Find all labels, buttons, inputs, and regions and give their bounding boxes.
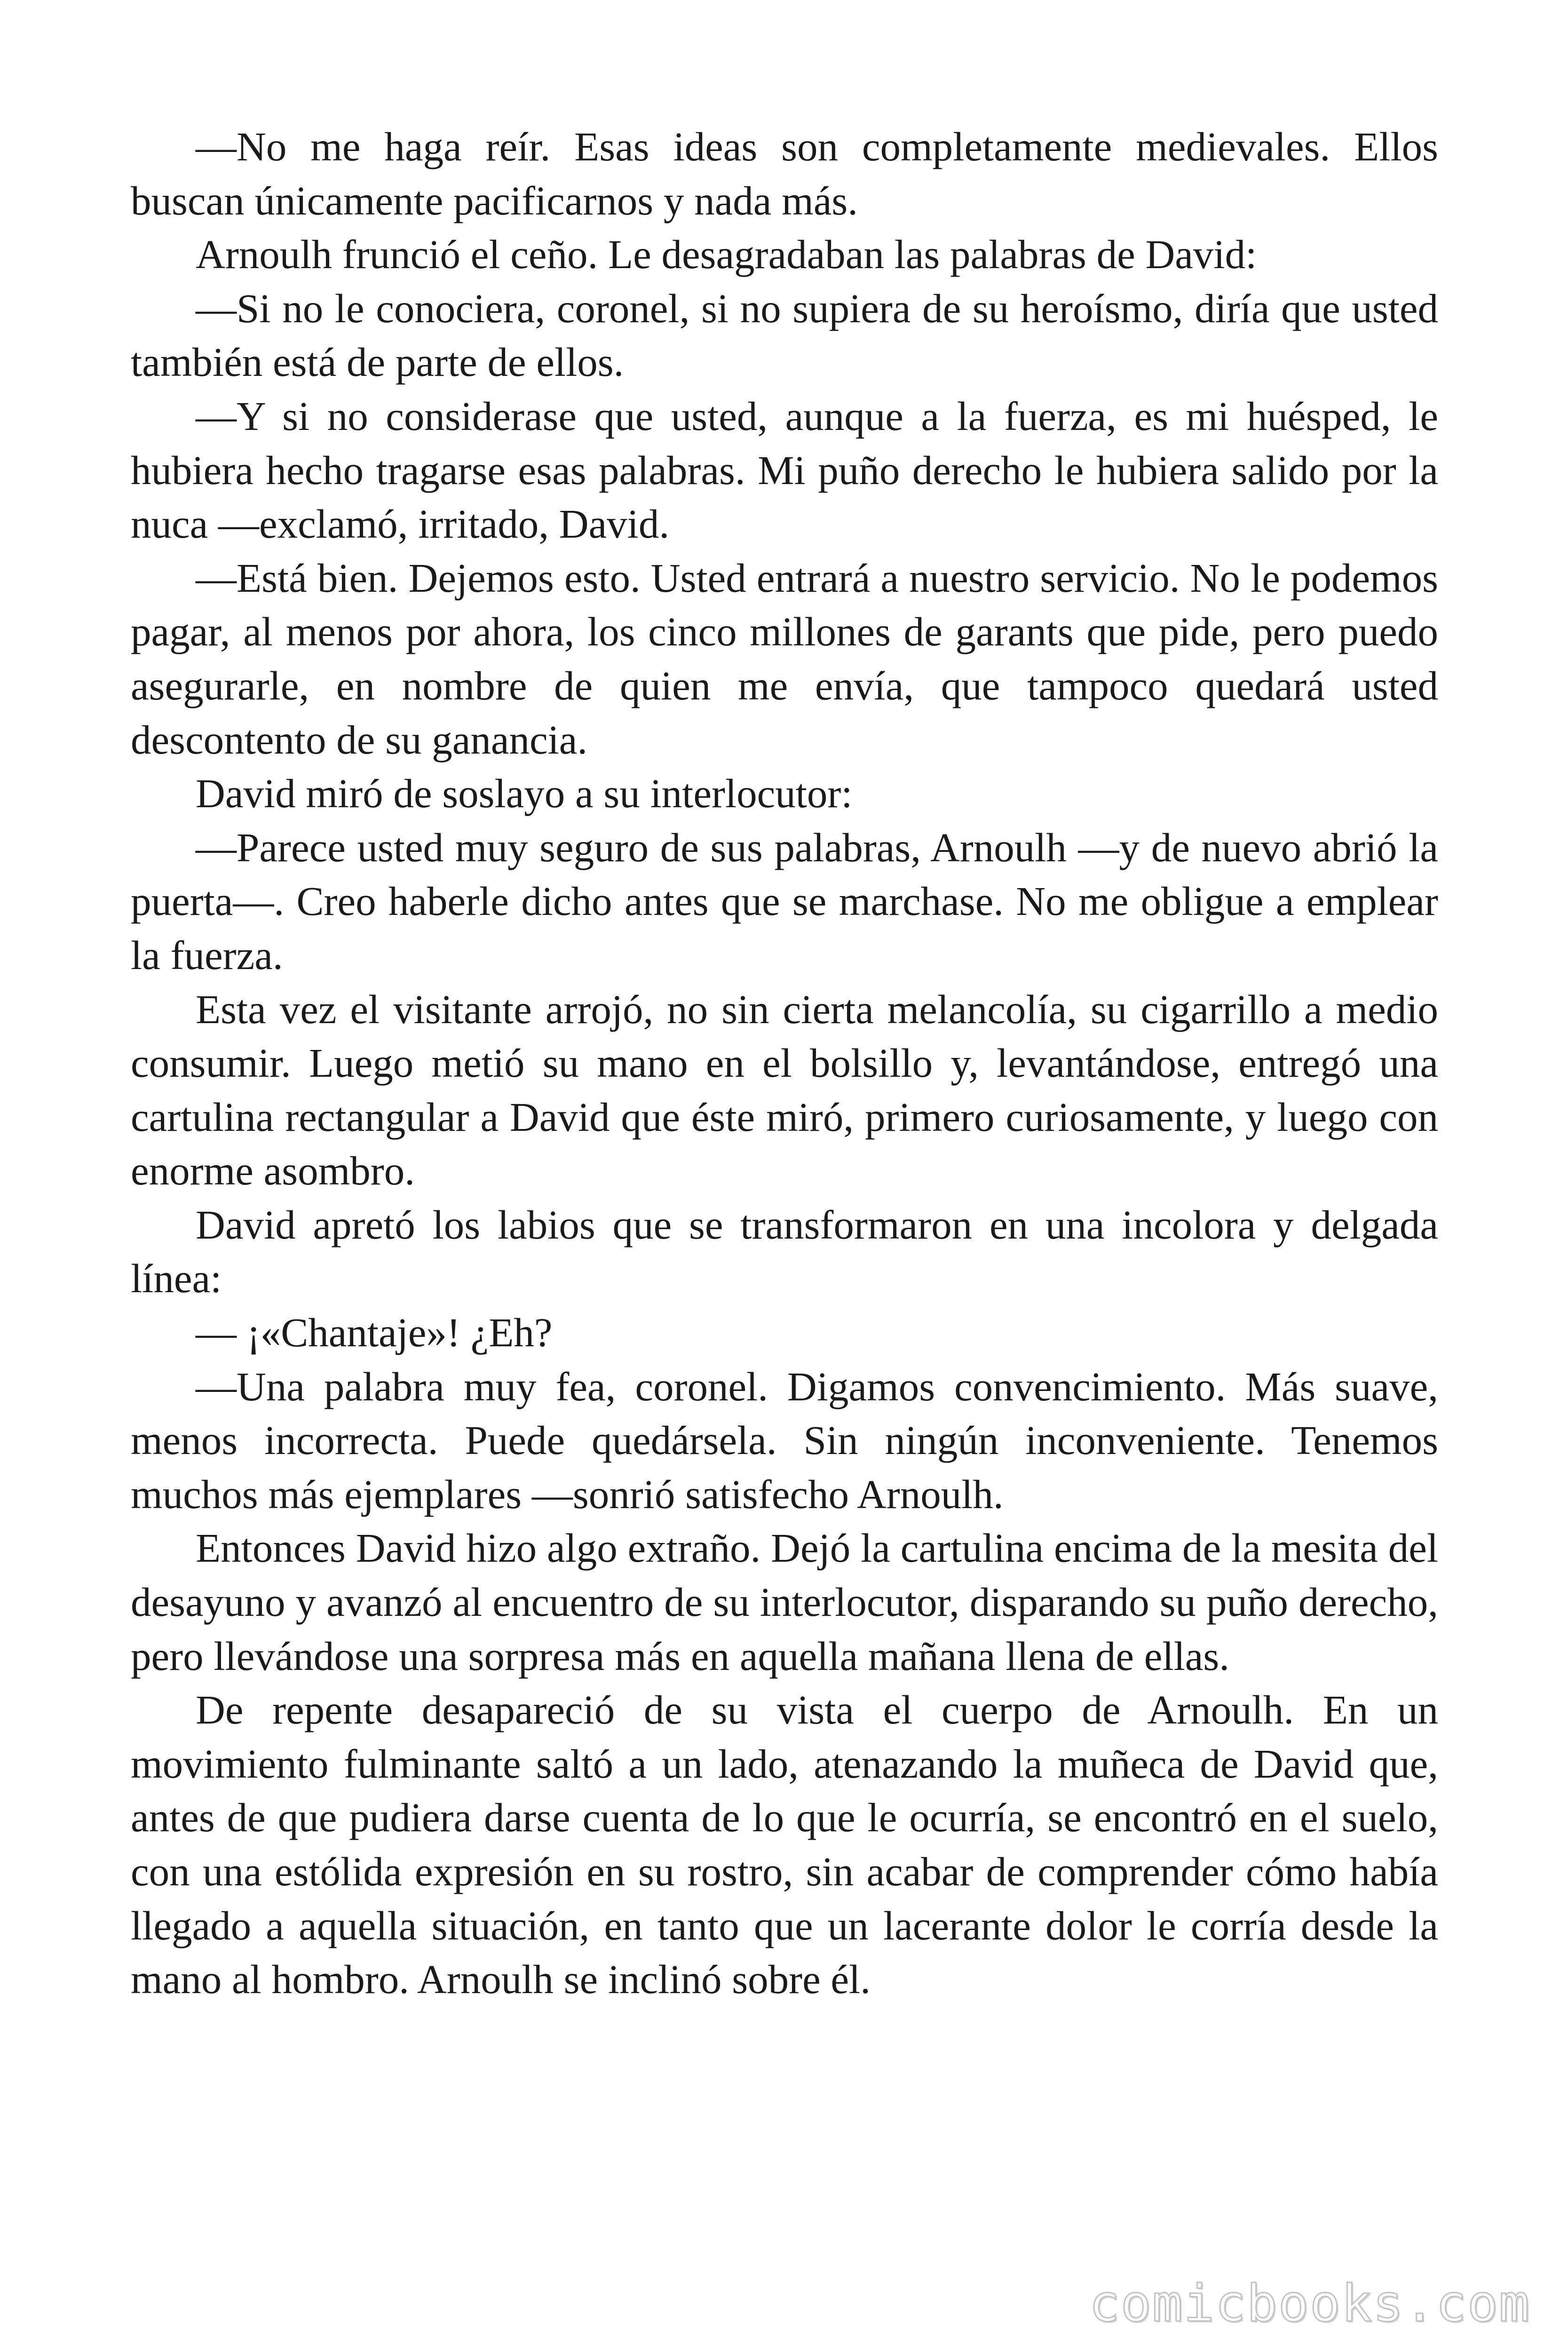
paragraph-3: —Si no le conociera, coronel, si no supiera de su heroísmo, diría que usted también está de parte de ellos. [131, 285, 1438, 385]
paragraph-6: David miró de soslayo a su interlocutor: [196, 771, 853, 817]
paragraph-4: —Y si no considerase que usted, aunque a la fuerza, es mi huésped, le hubiera hecho tragarse esas palabras. Mi puño derecho le hubiera salido por la nuca —exclamó, irritado, David. [131, 393, 1438, 547]
paragraph-1: —No me haga reír. Esas ideas son completamente medievales. Ellos buscan únicamente pacificarnos y nada más. [131, 124, 1438, 223]
paragraph-13: De repente desapareció de su vista el cuerpo de Arnoulh. En un movimiento fulminante saltó a un lado, atenazando la muñeca de David que, antes de que pudiera darse cuenta de lo que le ocurría, se encontró en el suelo, con una estólida expresión en su rostro, sin acabar de comprender cómo había llegado a aquella situación, en tanto que un lacerante dolor le corría desde la mano al hombro. Arnoulh se inclinó sobre él. [131, 1687, 1438, 2002]
paragraph-2: Arnoulh frunció el ceño. Le desagradaban las palabras de David: [196, 231, 1257, 278]
paragraph-10: — ¡«Chantaje»! ¿Eh? [196, 1310, 553, 1356]
paragraph-12: Entonces David hizo algo extraño. Dejó la cartulina encima de la mesita del desayuno y avanzó al encuentro de su interlocutor, disparando su puño derecho, pero llevándose una sorpresa más en aquella mañana llena de ellas. [131, 1525, 1438, 1679]
paragraph-5: —Está bien. Dejemos esto. Usted entrará a nuestro servicio. No le podemos pagar, al menos por ahora, los cinco millones de garants que pide, pero puedo asegurarle, en nombre de quien me envía, que tampoco quedará usted descontento de su ganancia. [131, 555, 1438, 763]
body-text [131, 120, 1438, 2007]
paragraph-11: —Una palabra muy fea, coronel. Digamos convencimiento. Más suave, menos incorrecta. Puede quedársela. Sin ningún inconveniente. Tenemos muchos más ejemplares —sonrió satisfecho Arnoulh. [131, 1363, 1438, 1517]
paragraph-7: —Parece usted muy seguro de sus palabras, Arnoulh —y de nuevo abrió la puerta—. Creo haberle dicho antes que se marchase. No me obligue a emplear la fuerza. [131, 824, 1438, 978]
watermark-logo: comicbooks.com [1089, 2274, 1530, 2333]
paragraph-8: Esta vez el visitante arrojó, no sin cierta melancolía, su cigarrillo a medio consumir. Luego metió su mano en el bolsillo y, levantándose, entregó una cartulina rectangular a David que éste miró, primero curiosamente, y luego con enorme asombro. [131, 986, 1438, 1194]
paragraph-9: David apretó los labios que se transformaron en una incolora y delgada línea: [131, 1201, 1438, 1302]
